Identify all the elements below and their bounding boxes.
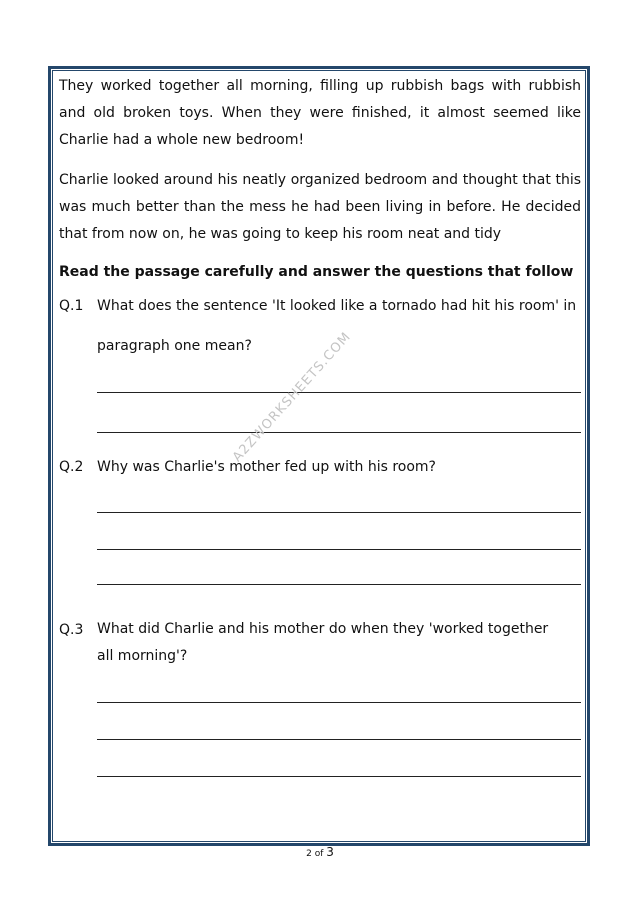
question-2-text: Why was Charlie's mother fed up with his room? — [97, 459, 436, 475]
passage-paragraph-2: Charlie looked around his neatly organized bedroom and thought that this was much better than the mess he had been living in before. He decided that from now on, he was going to keep his room neat and tidy — [59, 172, 581, 242]
answer-line[interactable] — [97, 584, 581, 585]
page-footer — [0, 845, 640, 859]
answer-line[interactable] — [97, 512, 581, 513]
answer-line[interactable] — [97, 392, 581, 393]
answer-line[interactable] — [97, 776, 581, 777]
answer-line[interactable] — [97, 739, 581, 740]
watermark-text: A2ZWORKSHEETS.COM — [230, 329, 355, 466]
answer-line[interactable] — [97, 702, 581, 703]
question-1-text-line-2: paragraph one mean? — [97, 338, 252, 354]
footer-total-pages: 3 — [326, 845, 334, 859]
answer-line[interactable] — [97, 432, 581, 433]
answer-line[interactable] — [97, 549, 581, 550]
question-1-text: What does the sentence 'It looked like a tornado had hit his room' in — [97, 298, 577, 314]
footer-of: of — [314, 849, 324, 859]
instructions-heading: Read the passage carefully and answer the questions that follow — [59, 264, 574, 280]
question-1-number: Q.1 — [59, 298, 84, 314]
question-2-number: Q.2 — [59, 459, 84, 475]
passage-paragraph-1: They worked together all morning, filling up rubbish bags with rubbish and old broken toys. When they were finished, it almost seemed like Charlie had a whole new bedroom! — [59, 78, 581, 148]
question-3-number: Q.3 — [59, 622, 84, 638]
footer-page-number: 2 — [306, 849, 312, 859]
question-3-text: What did Charlie and his mother do when they 'worked together all morning'? — [97, 621, 549, 664]
